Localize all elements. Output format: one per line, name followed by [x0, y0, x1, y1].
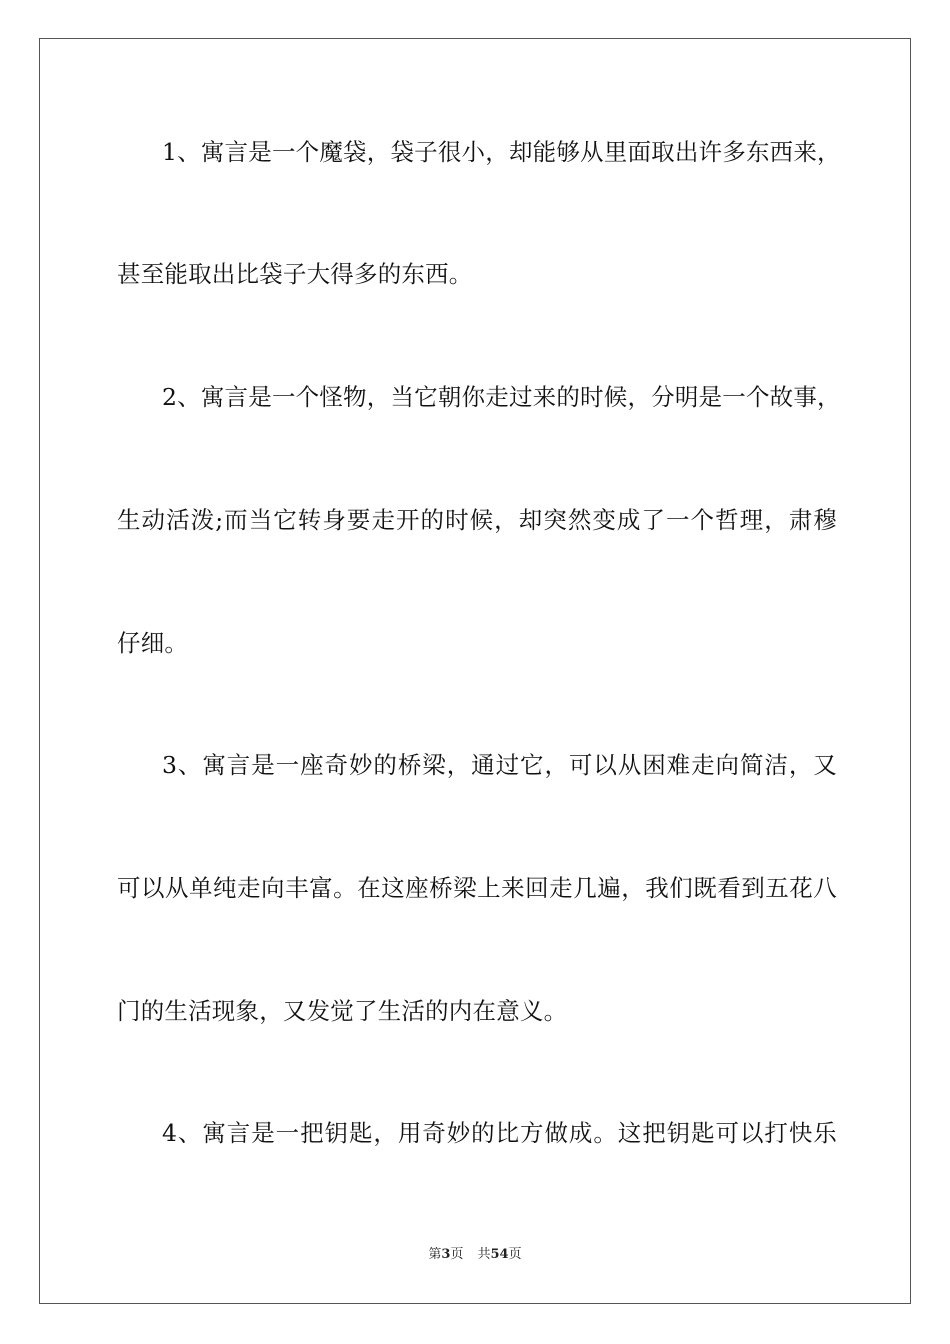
paragraph-3-line-2: 可以从单纯走向丰富。在这座桥梁上来回走几遍，我们既看到五花八 — [117, 874, 837, 902]
footer-page-suffix: 页 — [450, 1247, 464, 1262]
paragraph-2-line-2: 生动活泼;而当它转身要走开的时候，却突然变成了一个哲理，肃穆 — [117, 506, 837, 534]
footer-total-prefix: 共 — [477, 1247, 491, 1262]
footer-total-suffix: 页 — [508, 1247, 522, 1262]
paragraph-1-line-2: 甚至能取出比袋子大得多的东西。 — [117, 260, 473, 288]
paragraph-3-line-1: 3、寓言是一座奇妙的桥梁，通过它，可以从困难走向简洁，又 — [162, 751, 837, 779]
footer-page-prefix: 第 — [428, 1247, 442, 1262]
paragraph-4-line-1: 4、寓言是一把钥匙，用奇妙的比方做成。这把钥匙可以打快乐 — [162, 1119, 837, 1147]
paragraph-1-line-1: 1、寓言是一个魔袋，袋子很小，却能够从里面取出许多东西来， — [162, 138, 841, 166]
footer-page-number: 3 — [441, 1247, 451, 1262]
page-footer — [0, 1247, 950, 1263]
page-frame — [39, 38, 911, 1304]
footer-total-pages: 54 — [490, 1247, 509, 1262]
paragraph-2-line-3: 仔细。 — [117, 629, 189, 657]
paragraph-3-line-3: 门的生活现象，又发觉了生活的内在意义。 — [117, 997, 568, 1025]
paragraph-2-line-1: 2、寓言是一个怪物，当它朝你走过来的时候，分明是一个故事， — [162, 383, 841, 411]
